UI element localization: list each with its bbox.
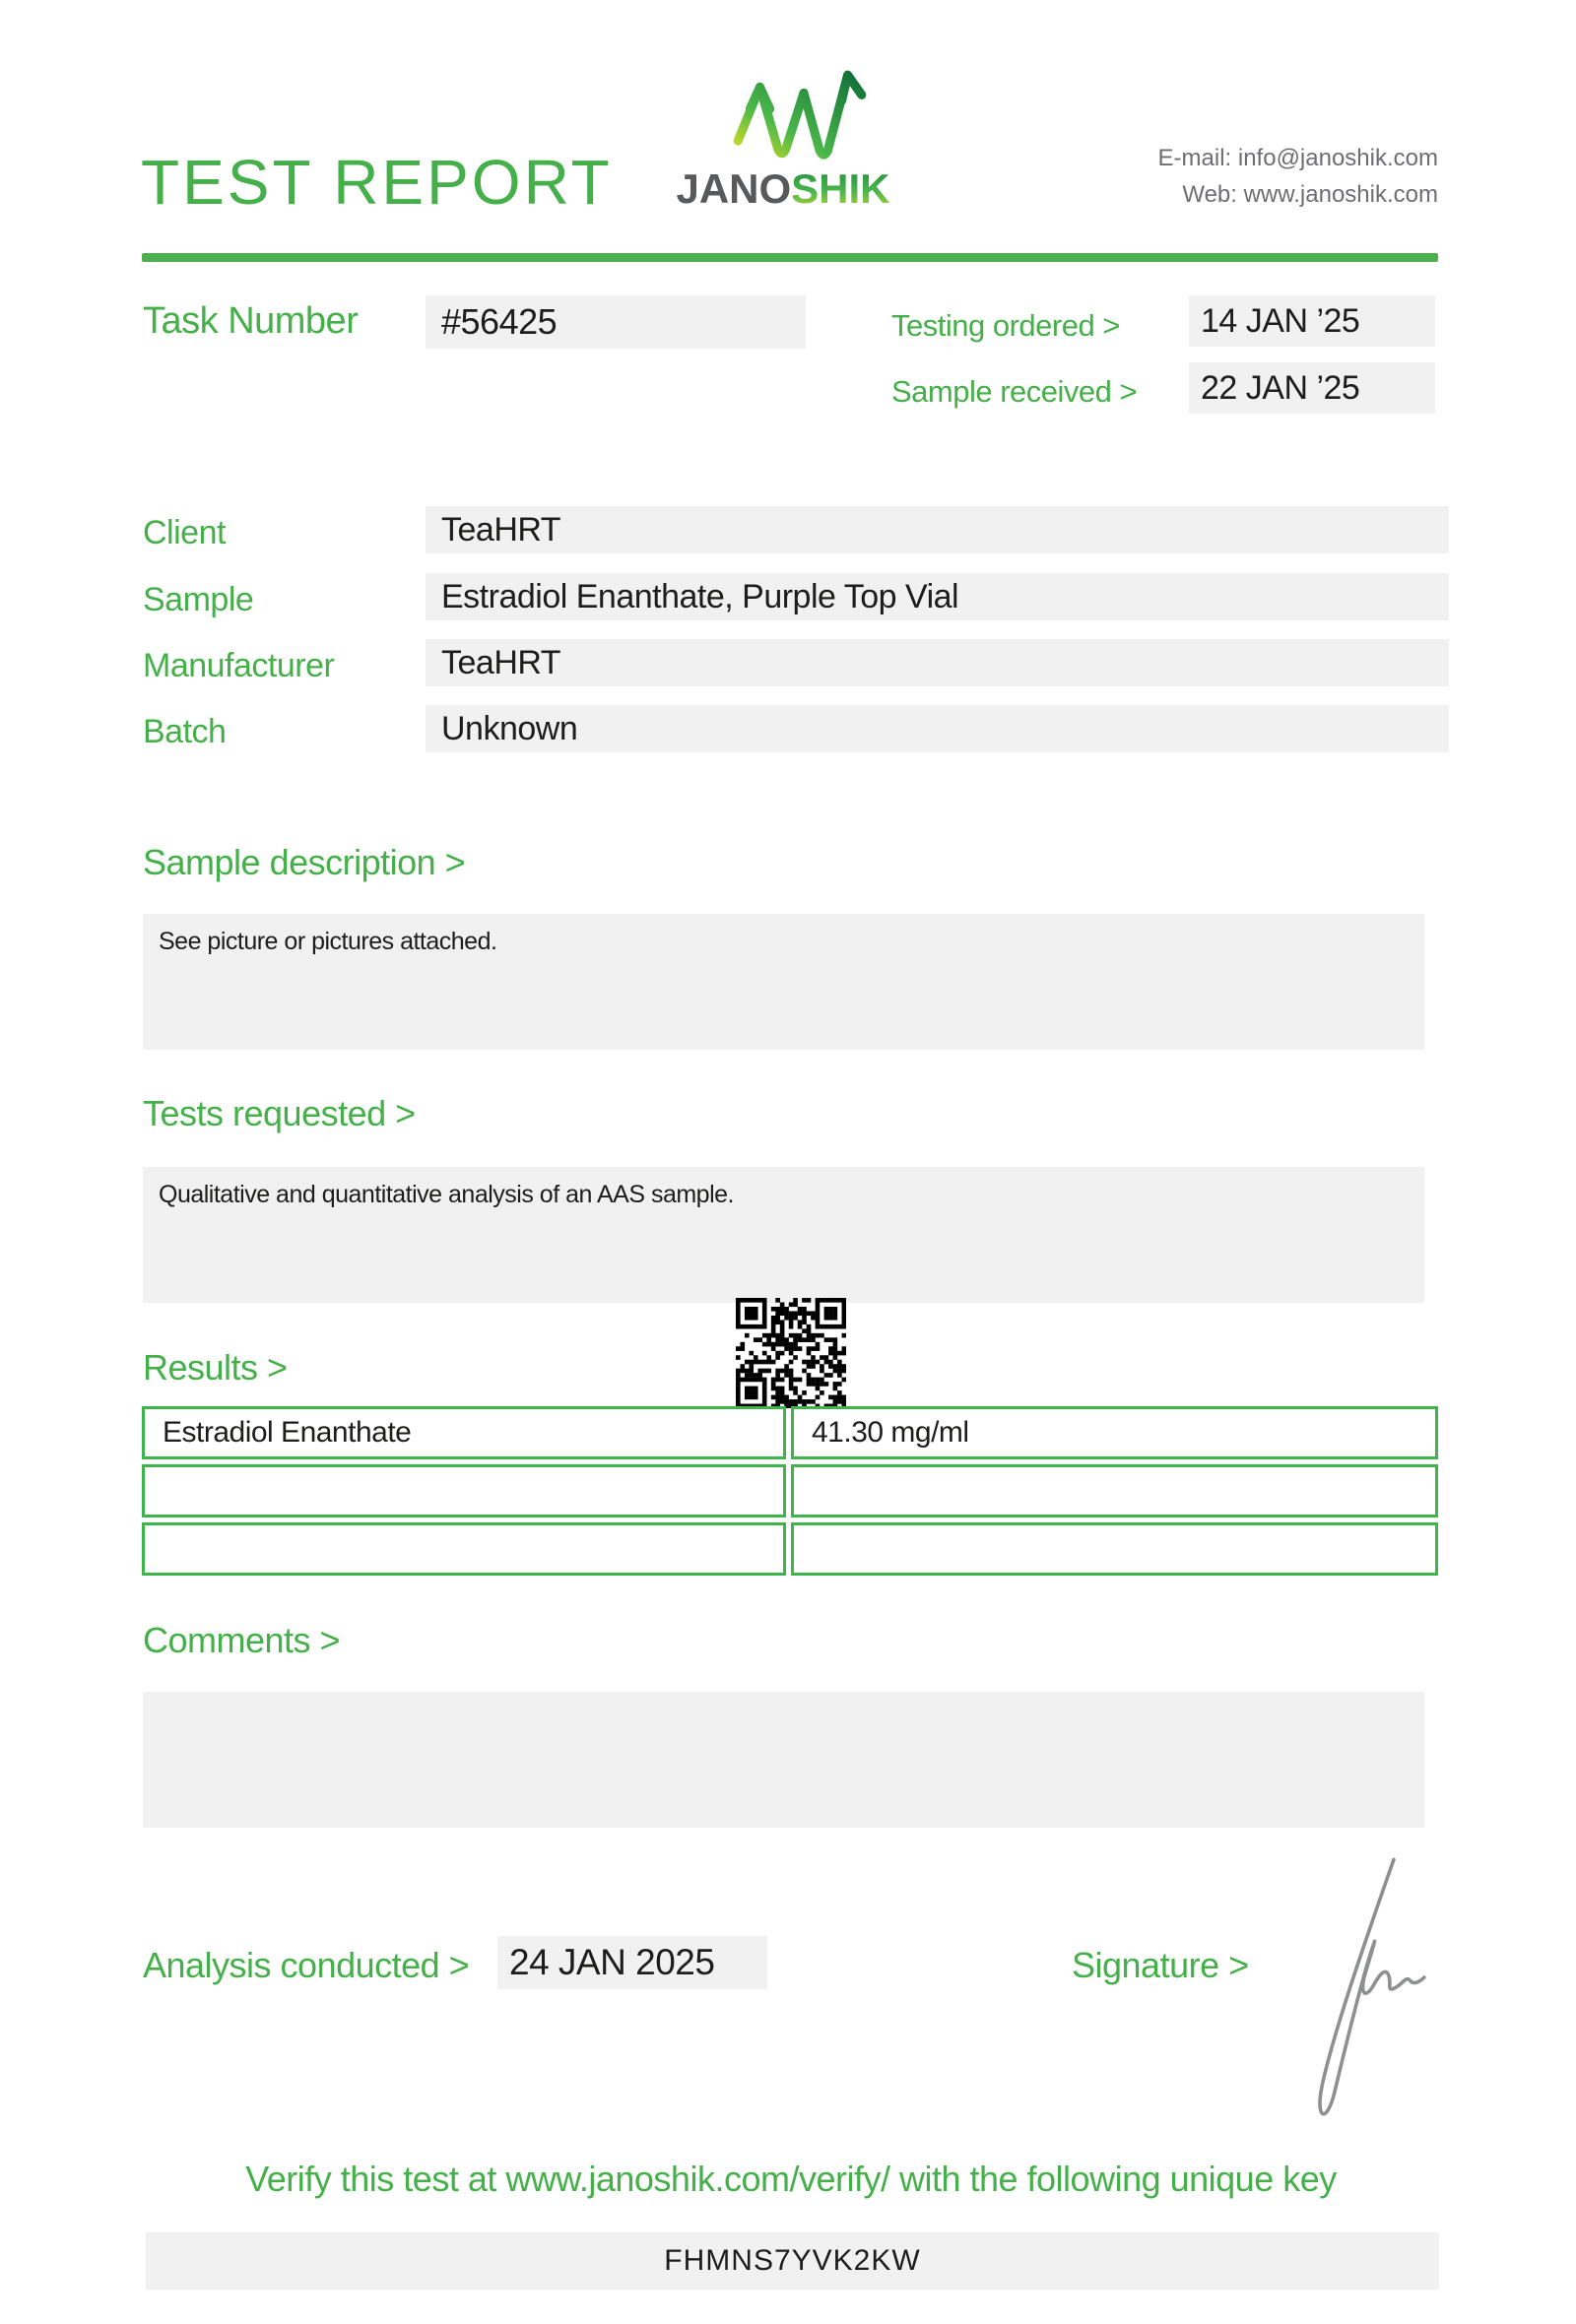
sample-received-label: Sample received > [891, 374, 1138, 409]
client-value: TeaHRT [426, 506, 1449, 553]
signature-label: Signature > [1072, 1945, 1249, 1985]
comments-box [143, 1692, 1424, 1828]
results-heading: Results > [143, 1347, 288, 1388]
logo-shik: SHIK [791, 165, 890, 212]
client-label: Client [143, 514, 226, 551]
testing-ordered-label: Testing ordered > [891, 308, 1120, 343]
page-title: TEST REPORT [141, 147, 613, 218]
comments-heading: Comments > [143, 1620, 341, 1660]
manufacturer-label: Manufacturer [143, 647, 335, 684]
janoshik-logo-text [670, 165, 896, 213]
web-line: Web: www.janoshik.com [1182, 181, 1438, 208]
sample-label: Sample [143, 581, 254, 618]
result-name-cell: Estradiol Enanthate [142, 1406, 786, 1459]
tests-requested-heading: Tests requested > [143, 1093, 416, 1133]
results-table [137, 1401, 1443, 1581]
task-number-label: Task Number [143, 300, 359, 342]
header-divider [142, 253, 1438, 262]
contact-block [1158, 140, 1438, 213]
unique-key: FHMNS7YVK2KW [146, 2232, 1439, 2290]
analysis-conducted-date: 24 JAN 2025 [497, 1936, 767, 1989]
result-value-cell [791, 1522, 1438, 1576]
batch-value: Unknown [426, 705, 1449, 752]
batch-label: Batch [143, 713, 227, 750]
qr-code [736, 1298, 846, 1408]
table-row [142, 1464, 1438, 1517]
sample-description-heading: Sample description > [143, 842, 466, 882]
analysis-conducted-label: Analysis conducted > [143, 1945, 470, 1985]
table-row [142, 1522, 1438, 1576]
logo-jano: JANO [676, 165, 792, 212]
sample-description-text: See picture or pictures attached. [159, 928, 497, 955]
table-row [142, 1406, 1438, 1459]
tests-requested-text: Qualitative and quantitative analysis of an AAS sample. [159, 1181, 734, 1208]
email-line: E-mail: info@janoshik.com [1157, 145, 1438, 171]
sample-received-value: 22 JAN ’25 [1189, 362, 1435, 414]
janoshik-logo-icon [722, 61, 882, 167]
sample-description-box [143, 914, 1424, 1050]
tests-requested-box [143, 1167, 1424, 1303]
verify-instruction: Verify this test at www.janoshik.com/verify/ with the following unique key [245, 2159, 1337, 2199]
result-name-cell [142, 1464, 786, 1517]
result-name-cell [142, 1522, 786, 1576]
signature-scribble [1266, 1847, 1428, 2148]
task-number-value: #56425 [426, 295, 806, 349]
manufacturer-value: TeaHRT [426, 639, 1449, 686]
result-value-cell [791, 1464, 1438, 1517]
result-value-cell: 41.30 mg/ml [791, 1406, 1438, 1459]
testing-ordered-value: 14 JAN ’25 [1189, 295, 1435, 347]
sample-value: Estradiol Enanthate, Purple Top Vial [426, 573, 1449, 620]
